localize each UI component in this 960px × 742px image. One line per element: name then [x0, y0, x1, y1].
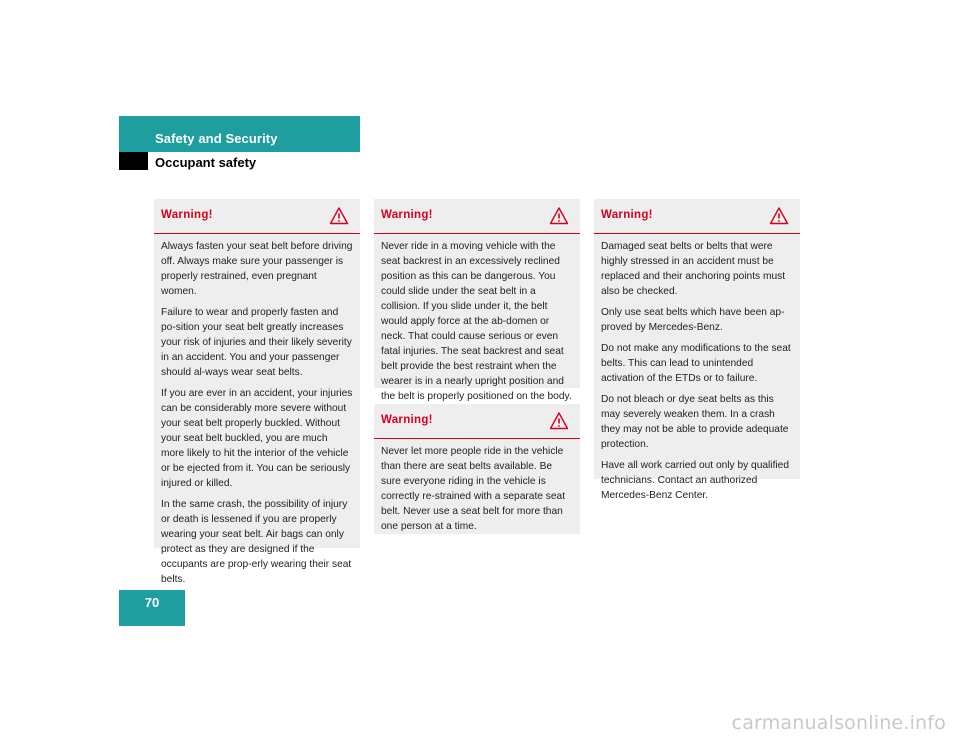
- warning-paragraph: Never ride in a moving vehicle with the seat backrest in an excessively reclined position as this can be dangerous. You could slide under the seat belt in a collision. If you slide under it, the belt would apply force at the ab-domen or neck. That could cause serious or even fatal injuries. The seat backrest and seat belt provide the best restraint when the wearer is in a nearly upright position and the belt is properly positioned on the body.: [381, 241, 572, 402]
- warning-paragraph: In the same crash, the possibility of injury or death is lessened if you are properly wearing your seat belt. Air bags can only protect as they are designed if the occupants are prop-erly wearing their seat belts.: [161, 499, 352, 585]
- warning-paragraph: Always fasten your seat belt before driving off. Always make sure your passenger is properly restrained, even pregnant women.: [161, 241, 353, 297]
- warning-body: [154, 234, 360, 599]
- warning-triangle-icon: [549, 411, 569, 431]
- chapter-title: Safety and Security: [155, 131, 278, 146]
- warning-box-2: [374, 199, 580, 402]
- warning-body: [374, 234, 580, 416]
- warning-header: [374, 199, 580, 234]
- warning-header: [594, 199, 800, 234]
- warning-body: [594, 234, 800, 515]
- warning-paragraph: Only use seat belts which have been ap-proved by Mercedes-Benz.: [601, 307, 785, 333]
- warning-box-4: [594, 199, 800, 501]
- warning-paragraph: Do not bleach or dye seat belts as this may severely weaken them. In a crash they may not be able to provide adequate protection.: [601, 394, 789, 450]
- warning-header: [374, 404, 580, 439]
- warning-triangle-icon: [549, 206, 569, 226]
- section-marker: [119, 152, 148, 170]
- warning-paragraph: Damaged seat belts or belts that were highly stressed in an accident must be replaced and their anchoring points must also be checked.: [601, 241, 786, 297]
- warning-header: [154, 199, 360, 234]
- section-title: Occupant safety: [155, 155, 257, 170]
- warning-triangle-icon: [329, 206, 349, 226]
- watermark: carmanualsonline.info: [731, 712, 946, 734]
- warning-label: Warning!: [161, 209, 213, 221]
- warning-box-1: [154, 199, 360, 585]
- warning-box-3: [374, 404, 580, 534]
- warning-paragraph: Do not make any modifications to the seat belts. This can lead to unintended activation of the ETDs or to failure.: [601, 343, 791, 384]
- warning-triangle-icon: [769, 206, 789, 226]
- warning-paragraph: Failure to wear and properly fasten and po-sition your seat belt greatly increases your risk of injuries and their likely severity in an accident. You and your passenger should al-ways wear seat belts.: [161, 307, 352, 378]
- page-number: 70: [144, 595, 160, 610]
- warning-label: Warning!: [381, 209, 433, 221]
- warning-label: Warning!: [601, 209, 653, 221]
- warning-label: Warning!: [381, 414, 433, 426]
- warning-paragraph: If you are ever in an accident, your injuries can be considerably more severe without your seat belt properly buckled. Without your seat belt buckled, you are much more likely to hit the interior of the vehicle or be ejected from it. You can be seriously injured or killed.: [161, 388, 353, 489]
- warning-body: [374, 439, 580, 546]
- warning-paragraph: Have all work carried out only by qualified technicians. Contact an authorized Mercedes-Benz Center.: [601, 460, 789, 501]
- warning-paragraph: Never let more people ride in the vehicle than there are seat belts available. Be sure everyone riding in the vehicle is correctly re-strained with a separate seat belt. Never use a seat belt for more than one person at a time.: [381, 446, 566, 532]
